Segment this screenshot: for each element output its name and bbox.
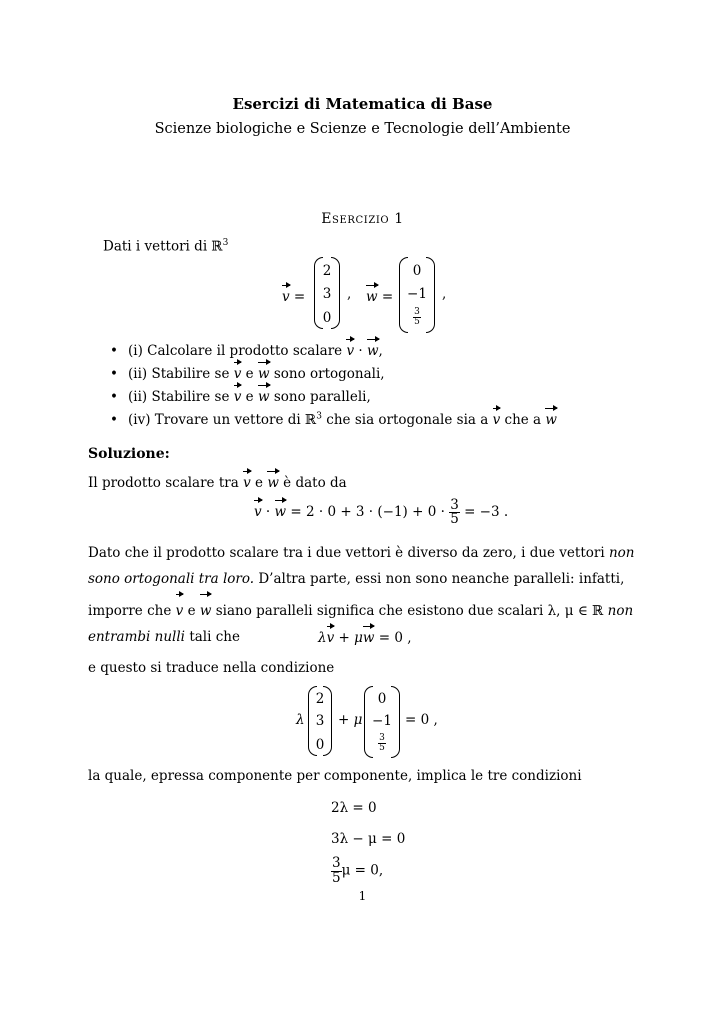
- comma: ,: [347, 286, 352, 302]
- lambda-symbol: λ: [296, 712, 305, 728]
- exercise-label: Esercizio 1: [321, 211, 404, 227]
- solution-paragraph: Dato che il prodotto scalare tra i due vettori è diverso da zero, i due vettori non sono ortogonali tra loro. D’altra parte, essi non sono neanche paralleli: infatti, imporre che v e w siano paralleli significa che esistono due scalari λ, μ ∈ ℝ non entrambi nulli tali che: [88, 545, 635, 645]
- dot-product-equation: v · w = 2 · 0 + 3 · (−1) + 0 · $\frac{3}{5}$ = −3 .: [254, 496, 509, 527]
- solution-paragraph: e questo si traduce nella condizione: [88, 660, 335, 676]
- vector-w-matrix: 0 −1 $\frac{3}{5}$: [364, 686, 400, 758]
- list-item: • (ii) Stabilire se v e w sono ortogonali,: [110, 360, 385, 382]
- plus-mu: + μ: [338, 712, 363, 728]
- vector-v-matrix: 2 3 0: [314, 257, 340, 329]
- vector-w-label: w =: [366, 283, 393, 305]
- exercise-intro: Dati i vettori di ℝ$^3$: [103, 238, 229, 255]
- vector-v-label: v =: [282, 283, 305, 305]
- solution-heading: Soluzione:: [88, 446, 170, 462]
- document-title: Esercizi di Matematica di Base: [232, 95, 493, 113]
- vector-v-matrix: 2 3 0: [308, 686, 332, 756]
- equals-zero: = 0 ,: [405, 712, 438, 728]
- list-item: • (i) Calcolare il prodotto scalare v · w,: [110, 337, 383, 359]
- solution-paragraph: la quale, epressa componente per componente, implica le tre condizioni: [88, 768, 582, 784]
- list-item: • (ii) Stabilire se v e w sono paralleli,: [110, 383, 371, 405]
- list-item: • (iv) Trovare un vettore di ℝ$^3$ che sia ortogonale sia a v che a w: [110, 406, 557, 428]
- page-number: 1: [358, 889, 367, 903]
- linear-combination-equation: λv + μw = 0 ,: [318, 624, 412, 646]
- vector-w-matrix: 0 −1 $\frac{3}{5}$: [399, 257, 435, 333]
- condition-1: 2λ = 0: [331, 800, 377, 816]
- document-subtitle: Scienze biologiche e Scienze e Tecnologie dell’Ambiente: [154, 121, 571, 137]
- condition-2: 3λ − μ = 0: [331, 831, 406, 847]
- condition-3: $\frac{3}{5}$ μ = 0,: [332, 855, 384, 886]
- comma: ,: [442, 286, 447, 302]
- solution-line: Il prodotto scalare tra v e w è dato da: [88, 469, 347, 491]
